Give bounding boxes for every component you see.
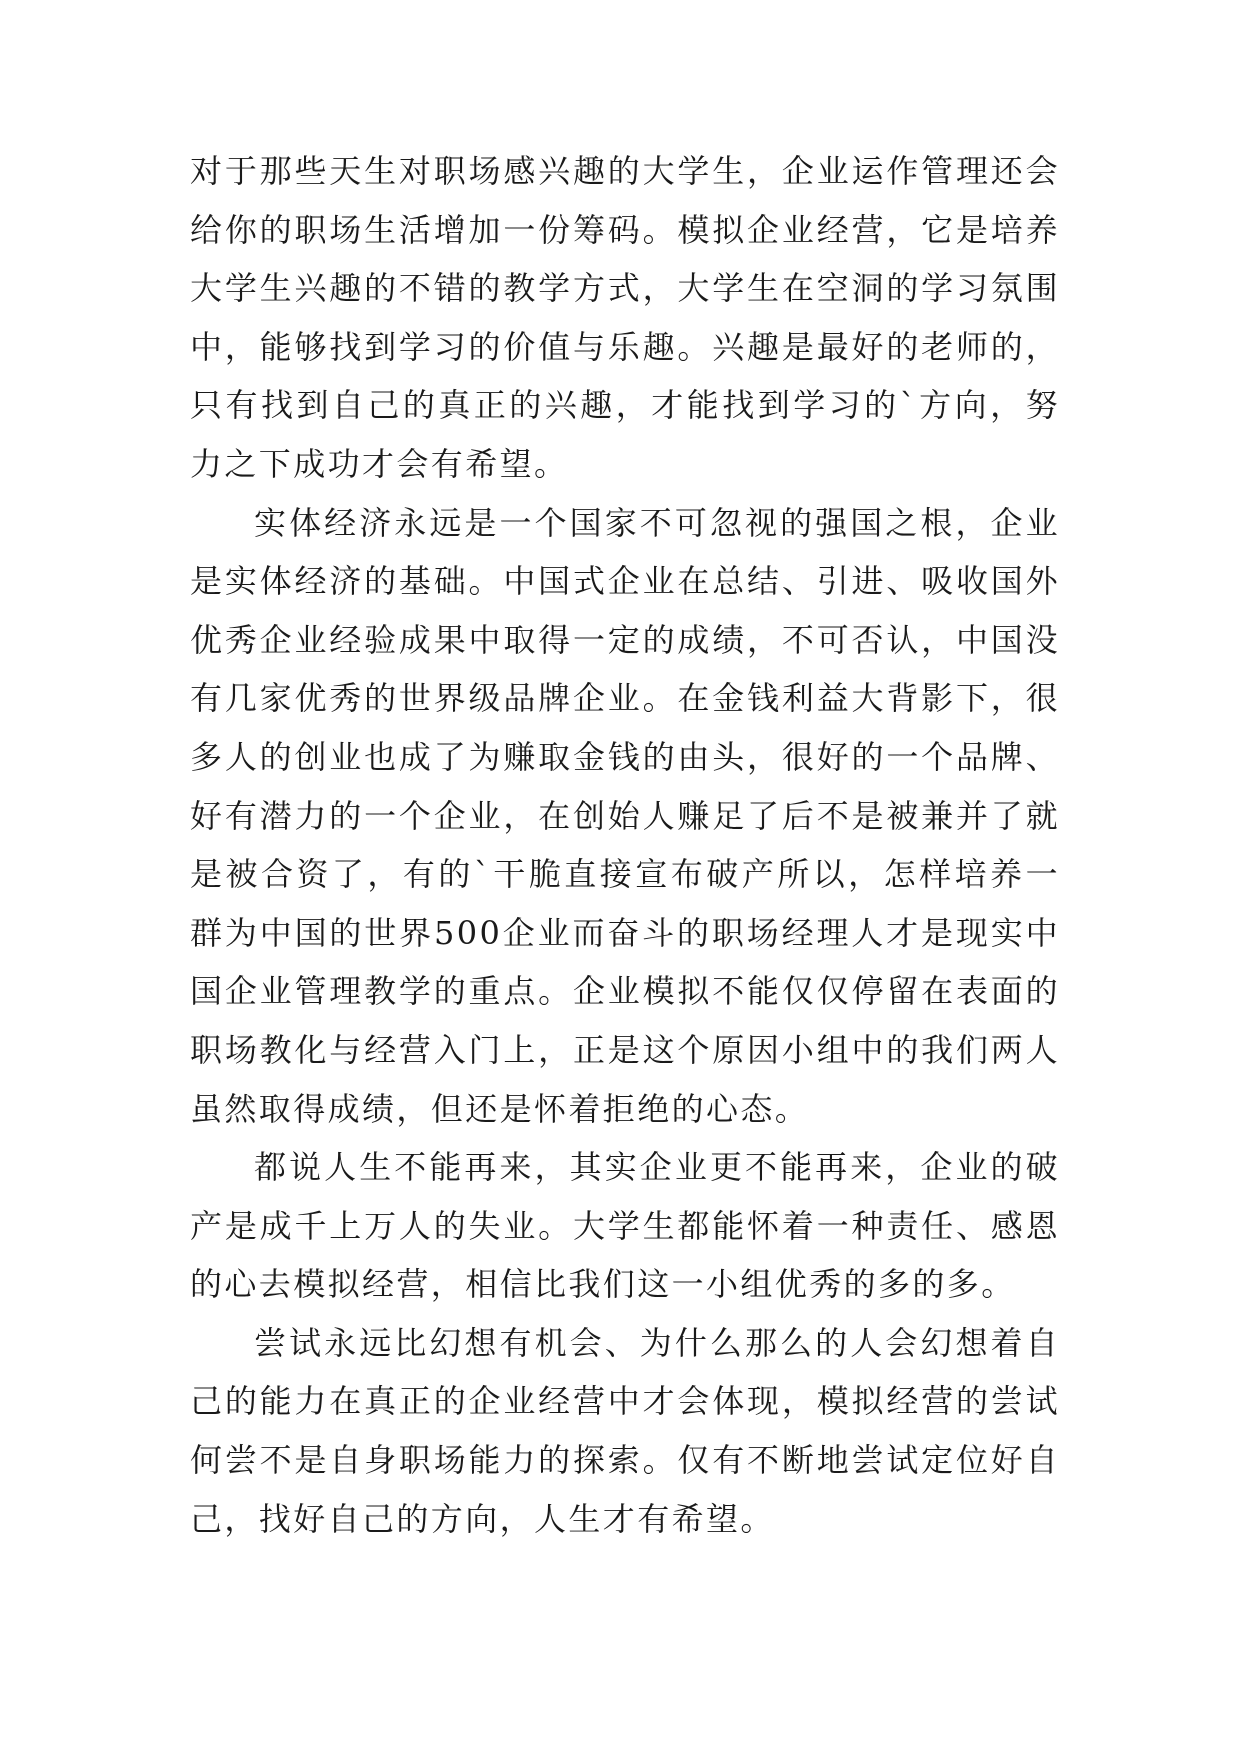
paragraph-2: 实体经济永远是一个国家不可忽视的强国之根，企业是实体经济的基础。中国式企业在总结、引进、吸收国外优秀企业经验成果中取得一定的成绩，不可否认，中国没有几家优秀的世界级品牌企业。在金钱利益大背影下，很多人的创业也成了为赚取金钱的由头，很好的一个品牌、好有潜力的一个企业，在创始人赚足了后不是被兼并了就是被合资了，有的`干脆直接宣布破产所以，怎样培养一群为中国的世界500企业而奋斗的职场经理人才是现实中国企业管理教学的重点。企业模拟不能仅仅停留在表面的职场教化与经营入门上，正是这个原因小组中的我们两人虽然取得成绩，但还是怀着拒绝的心态。 bbox=[190, 503, 1060, 1128]
paragraph-3: 都说人生不能再来，其实企业更不能再来，企业的破产是成千上万人的失业。大学生都能怀着一种责任、感恩的心去模拟经营，相信比我们这一小组优秀的多的多。 bbox=[190, 1148, 1060, 1304]
document-body bbox=[190, 142, 1060, 1548]
paragraph-1: 对于那些天生对职场感兴趣的大学生，企业运作管理还会给你的职场生活增加一份筹码。模拟企业经营，它是培养大学生兴趣的不错的教学方式，大学生在空洞的学习氛围中，能够找到学习的价值与乐趣。兴趣是最好的老师的，只有找到自己的真正的兴趣，才能找到学习的`方向，努力之下成功才会有希望。 bbox=[190, 152, 1060, 483]
paragraph-4: 尝试永远比幻想有机会、为什么那么的人会幻想着自己的能力在真正的企业经营中才会体现，模拟经营的尝试何尝不是自身职场能力的探索。仅有不断地尝试定位好自己，找好自己的方向，人生才有希望。 bbox=[190, 1323, 1060, 1538]
